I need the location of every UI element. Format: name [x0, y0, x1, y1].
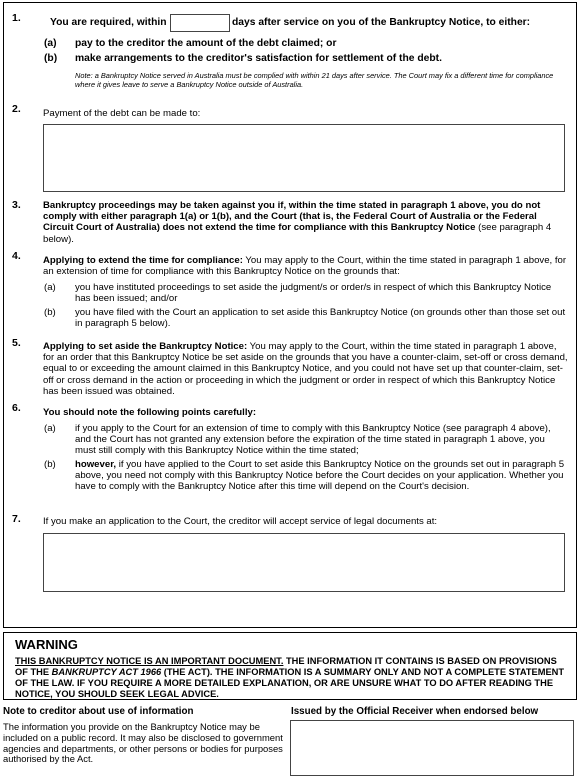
- section-5-bold: Applying to set aside the Bankruptcy Notice:: [43, 341, 248, 352]
- section-1a-text: pay to the creditor the amount of the debt claimed; or: [75, 38, 337, 49]
- section-2-text: Payment of the debt can be made to:: [43, 108, 201, 119]
- section-4b-label: (b): [44, 307, 56, 318]
- section-6a-text: if you apply to the Court for an extension of time to comply with this Bankruptcy Notice (see paragraph 4 above), and the Court has not granted any extension before the expiration of the time stated in paragraph 1 above, you must still comply with this Bankruptcy Notice within the time stated;: [75, 423, 551, 457]
- section-6a-label: (a): [44, 423, 56, 434]
- section-4a-label: (a): [44, 282, 56, 293]
- warning-body-2: (THE ACT). THE INFORMATION IS A SUMMARY ONLY AND NOT A COMPLETE STATEMENT OF THE LAW. IF YOU REQUIRE A MORE DETAILED EXPLANATION, OR ARE UNSURE WHAT TO DO AFTER READING THE NOTICE, YOU SHOULD SEEK LEGAL ADVICE.: [15, 667, 565, 699]
- section-6b-plain: if you have applied to the Court to set aside this Bankruptcy Notice on the grounds set out in paragraph 5 above, you need not comply with this Bankruptcy Notice before the Court decides on your application. Whether you have to comply with the Bankruptcy Notice after this time will depend on the Court's decision.: [75, 459, 565, 493]
- section-6b-bold: however,: [75, 459, 117, 470]
- section-1a-label: (a): [44, 38, 57, 49]
- section-4-plain: You may apply to the Court, within the time stated in paragraph 1 above, for an extension of time for compliance with this Bankruptcy Notice on the grounds that:: [43, 255, 567, 278]
- section-5-text: [43, 341, 568, 397]
- section-1-tail: days after service on you of the Bankruptcy Notice, to either:: [232, 17, 531, 28]
- section-4-number: 4.: [12, 250, 21, 262]
- section-6-number: 6.: [12, 402, 21, 414]
- section-1-lead: You are required, within: [50, 17, 167, 28]
- section-5-plain: You may apply to the Court, within the time stated in paragraph 1 above, for an order that this Bankruptcy Notice be set aside on the grounds that you have a counter-claim, set-off or cross demand, equal to or exceeding the amount claimed in this Bankruptcy Notice, and you could not have set up that counter-claim, set-off or cross demand in the action or proceeding in which the judgment or order in respect of which this Bankruptcy Notice has been issued was obtained.: [43, 341, 568, 397]
- section-3-text: [43, 200, 568, 245]
- section-3-number: 3.: [12, 199, 21, 211]
- section-1-note: Note: a Bankruptcy Notice served in Australia must be complied with within 21 days after service. The Court may fix a different time for compliance where it gives leave to serve a Bankruptcy Notice outside of Australia.: [75, 71, 554, 90]
- section-4-text: [43, 255, 568, 277]
- section-4b-text: you have filed with the Court an application to set aside this Bankruptcy Notice (on grounds other than those set out in paragraph 5 below).: [75, 307, 566, 330]
- section-7-text: If you make an application to the Court, the creditor will accept service of legal documents at:: [43, 516, 438, 527]
- warning-body-1: THE INFORMATION IT CONTAINS IS BASED ON PROVISIONS OF THE: [15, 656, 557, 677]
- warning-text: [15, 656, 570, 700]
- section-5-number: 5.: [12, 337, 21, 349]
- section-7-number: 7.: [12, 513, 21, 525]
- days-input[interactable]: [170, 14, 230, 32]
- section-6-heading: You should note the following points carefully:: [43, 407, 257, 418]
- section-3-bold: Bankruptcy proceedings may be taken against you if, within the time stated in paragraph 1 above, you do not comply with either paragraph 1(a) or 1(b), and the Court (that is, the Federal Court of Australia or the Federal Circuit Court of Australia) does not extend the time for compliance with this Bankruptcy Notice: [43, 200, 541, 234]
- payment-details-box[interactable]: [43, 124, 565, 192]
- official-receiver-endorsement-box[interactable]: [290, 720, 574, 776]
- section-2-number: 2.: [12, 103, 21, 115]
- section-4a-text: you have instituted proceedings to set aside the judgment/s or order/s in respect of which this Bankruptcy Notice has been issued; and/or: [75, 282, 552, 305]
- section-4-bold: Applying to extend the time for compliance:: [43, 255, 243, 266]
- section-3-plain: (see paragraph 4 below).: [43, 222, 552, 245]
- official-receiver-heading: Issued by the Official Receiver when endorsed below: [291, 706, 539, 717]
- section-6b-label: (b): [44, 459, 56, 470]
- section-1b-label: (b): [44, 53, 58, 64]
- warning-title: WARNING: [15, 637, 78, 652]
- section-6b-text: [75, 459, 567, 493]
- creditor-note-text: The information you provide on the Bankruptcy Notice may be included on a public record. It may also be disclosed to government agencies and departments, or other persons or bodies for purposes authorised by the Act.: [3, 721, 283, 765]
- creditor-note-heading: Note to creditor about use of information: [3, 706, 194, 717]
- warning-act-name: BANKRUPTCY ACT 1966: [51, 667, 162, 677]
- service-address-box[interactable]: [43, 533, 565, 592]
- warning-underlined: THIS BANKRUPTCY NOTICE IS AN IMPORTANT DOCUMENT.: [15, 656, 284, 666]
- section-1b-text: make arrangements to the creditor's satisfaction for settlement of the debt.: [75, 53, 442, 64]
- section-1-number: 1.: [12, 12, 21, 24]
